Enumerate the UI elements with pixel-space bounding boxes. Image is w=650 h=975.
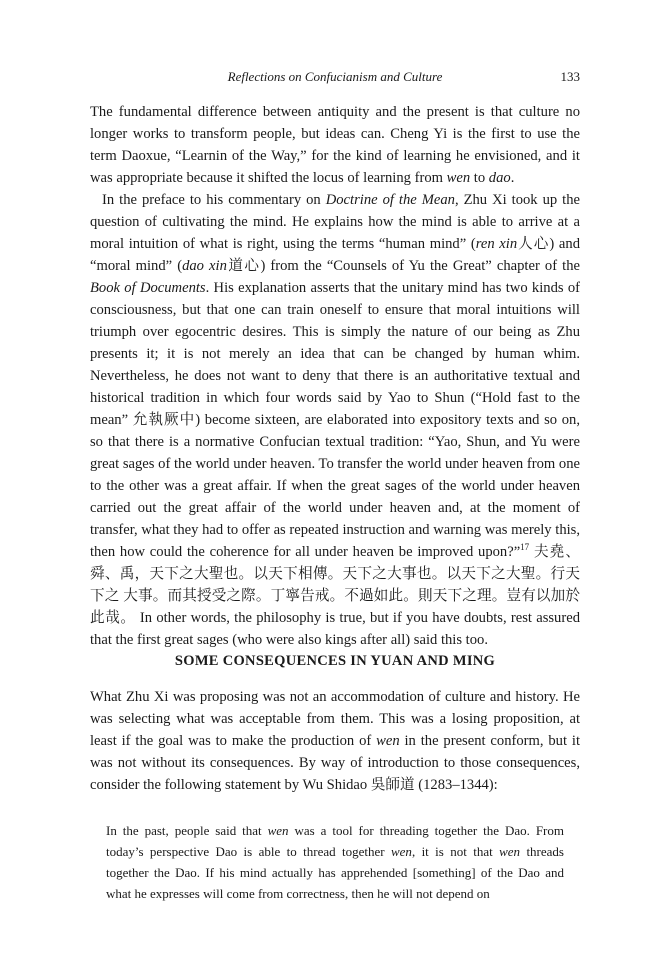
running-head	[90, 68, 580, 86]
term-wen: wen	[499, 844, 521, 859]
chinese-dao-xin: 道心	[226, 258, 261, 274]
term-wen: wen	[267, 823, 289, 838]
term-dao-xin: dao xin	[182, 258, 227, 274]
title-book-of-documents: Book of Documents	[90, 280, 206, 296]
title-doctrine-of-the-mean: Doctrine of the Mean	[325, 192, 455, 208]
body-text-section	[90, 686, 580, 796]
body-text	[90, 101, 580, 651]
term-wen: wen	[446, 170, 471, 186]
chinese-ren-xin: 人心	[517, 236, 550, 252]
paragraph-2: In the preface to his commentary on Doctrine of the Mean, Zhu Xi took up the question of cultivating the mind. He explains how the mind is able to arrive at a moral intuition of what is right, using the terms “human mind” (ren xin人心) and “moral mind” (dao xin道心) from the “Counsels of Yu the Great” chapter of the Book of Documents. His explanation asserts that the unitary mind has two kinds of consciousness, but that one can train oneself to ensure that moral intuitions will triumph over egocentric desires. This is simply the nature of our being as Zhu presents it; it is not merely an idea that can be changed by human whim. Nevertheless, he does not want to deny that there is an authoritative textual and historical tradition in which four words said by Yao to Shun (“Hold fast to the mean” 允執厥中) become sixteen, are elaborated into expository texts and so on, so that there is a normative Confucian textual tradition: “Yao, Shun, and Yu were great sages of the world under heaven. To transfer the world under heaven from one to the other was a great affair. If when the great sages of the world under heaven carried out the great affair of the world under heaven and, at the moment of transfer, what they had to offer as repeated instruction and warning was merely this, then how could the coherence for all under heaven be improved upon?”$^{17}$ 夫堯、舜、禹，天下之大聖也。以天下相傳。天下之大事也。以天下之大聖。行天下之 大事。而其授受之際。丁寧告戒。不過如此。則天下之理。豈有以加於此哉。 In other words, the philosophy is true, but if you have doubts, rest assured that the first great sages (who were also kings after all) said this too.	[90, 192, 581, 648]
footnote-marker[interactable]: 17	[520, 542, 530, 553]
running-title: Reflections on Confucianism and Culture	[227, 69, 443, 84]
term-wen: wen	[390, 844, 412, 859]
section-heading: SOME CONSEQUENCES IN YUAN AND MING	[174, 653, 496, 669]
paragraph-3: What Zhu Xi was proposing was not an accommodation of culture and history. He was selecting what was acceptable from them. This was a losing proposition, at least if the goal was to make the production of wen in the present conform, but it was not without its consequences. By way of introduction to those consequences, consider the following statement by Wu Shidao 吳師道 (1283–1344):	[90, 689, 580, 793]
quote-text: In the past, people said that wen was a tool for threading together the Dao. From today’s perspective Dao is able to thread together wen, it is not that wen threads together the Dao. If his mind actually has apprehended [something] of the Dao and what he expresses will come from correctness, then he will not depend on	[106, 823, 564, 901]
paragraph-1: The fundamental difference between antiquity and the present is that culture no longer works to transform people, but ideas can. Cheng Yi is the first to use the term Daoxue, “Learnin of the Way,” for the kind of learning he envisioned, and it was appropriate because it shifted the locus of learning from wen to dao.	[90, 104, 580, 186]
block-quote	[106, 820, 564, 904]
term-ren-xin: ren xin	[475, 236, 518, 252]
chinese-quotation: 夫堯、舜、禹，天下之大聖也。以天下相傳。天下之大事也。以天下之大聖。行天下之 大事。而其授受之際。丁寧告戒。不過如此。則天下之理。豈有以加於此哉。	[90, 544, 580, 626]
term-dao: dao	[488, 170, 511, 186]
page-number: 133	[560, 69, 580, 84]
term-wen: wen	[376, 733, 400, 749]
